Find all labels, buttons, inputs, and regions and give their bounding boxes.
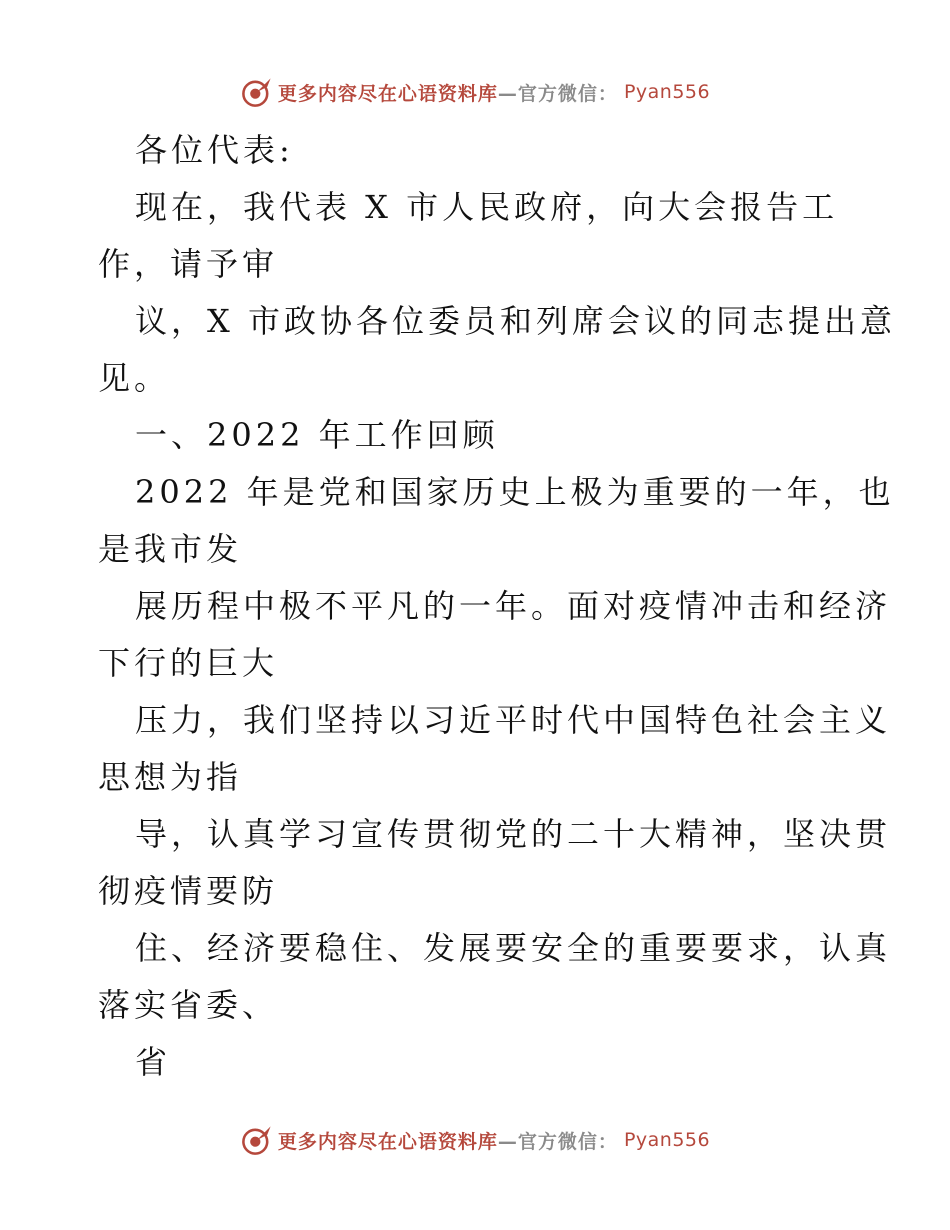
body-text-line: 是我市发	[98, 530, 243, 568]
quill-logo-icon	[240, 75, 274, 109]
quill-logo-icon	[240, 1123, 274, 1157]
body-text-line: 压力，我们坚持以习近平时代中国特色社会主义	[135, 701, 892, 739]
watermark-dash-text: —官方微信：	[497, 82, 618, 105]
body-text-line: 住、经济要稳住、发展要安全的重要要求，认真	[135, 929, 892, 967]
body-text-line: 下行的巨大	[98, 644, 279, 682]
body-text-line: 2022 年是党和国家历史上极为重要的一年，也	[135, 473, 895, 511]
body-text-line: 省	[135, 1043, 172, 1081]
watermark-banner-top	[0, 72, 950, 112]
watermark-main-text: 更多内容尽在心语资料库	[277, 1130, 498, 1153]
body-text-line: 展历程中极不平凡的一年。面对疫情冲击和经济	[135, 587, 892, 625]
body-text-line: 各位代表:	[135, 131, 294, 169]
body-text-line: 导，认真学习宣传贯彻党的二十大精神，坚决贯	[135, 815, 892, 853]
body-text-line: 彻疫情要防	[98, 872, 279, 910]
watermark-banner-bottom	[0, 1120, 950, 1160]
watermark-id-text: Pyan556	[623, 1129, 711, 1151]
watermark-dash-text: —官方微信：	[497, 1130, 618, 1153]
body-text-line: 现在，我代表 X 市人民政府，向大会报告工	[135, 188, 839, 226]
watermark-id-text: Pyan556	[623, 81, 711, 103]
body-text-line: 一、2022 年工作回顾	[135, 416, 499, 454]
body-text-line: 见。	[98, 359, 171, 397]
document-body	[98, 122, 896, 1091]
body-text-line: 议，X 市政协各位委员和列席会议的同志提出意	[135, 302, 896, 340]
body-text-line: 思想为指	[98, 758, 243, 796]
body-text-line: 落实省委、	[98, 986, 279, 1024]
body-text-line: 作，请予审	[98, 245, 279, 283]
watermark-main-text: 更多内容尽在心语资料库	[277, 82, 498, 105]
